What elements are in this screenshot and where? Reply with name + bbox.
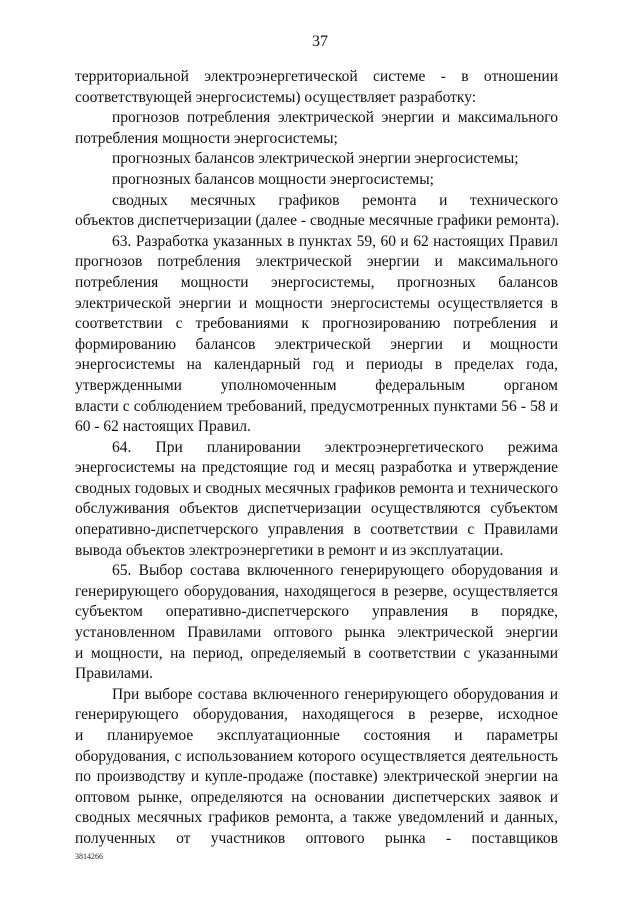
text-line: 60 - 62 настоящих Правил. <box>75 418 251 436</box>
text-line: полученных от участников оптового рынка - поставщиков <box>75 829 558 847</box>
text-line: оперативно-диспетчерского управления в соответствии с Правилами <box>75 521 558 539</box>
text-line: соответствии с требованиями к прогнозированию потребления и <box>75 315 558 333</box>
text-line: оборудования, с использованием которого осуществляется деятельность <box>75 747 558 765</box>
text-line: энергосистемы на календарный год и периоды в пределах года, <box>75 356 558 374</box>
text-line: потребления мощности энергосистемы, прогнозных балансов <box>75 273 558 291</box>
text-line: электрической энергии и мощности энергосистемы осуществляется в <box>75 294 558 312</box>
text-line: сводных месячных графиков ремонта, а также уведомлений и данных, <box>75 809 558 827</box>
text-line: утвержденными уполномоченным федеральным органом <box>75 376 558 394</box>
text-line: потребления мощности энергосистемы; <box>75 129 338 147</box>
text-line: энергосистемы на предстоящие год и месяц разработка и утверждение <box>75 459 558 477</box>
text-line: прогнозных балансов электрической энергии энергосистемы; <box>112 150 519 168</box>
text-line: вывода объектов электроэнергетики в ремонт и из эксплуатации. <box>75 541 504 559</box>
text-line: сводных годовых и сводных месячных графиков ремонта и технического <box>75 479 558 497</box>
text-line: власти с соблюдением требований, предусмотренных пунктами 56 - 58 и <box>75 397 558 415</box>
text-line: оптовом рынке, определяются на основании диспетчерских заявок и <box>75 788 558 806</box>
text-line: и планируемое эксплуатационные состояния и параметры <box>75 727 558 744</box>
text-line: и мощности, на период, определяемый в соответствии с указанными <box>75 644 558 662</box>
text-line: При выборе состава включенного генерирующего оборудования и <box>112 685 558 703</box>
text-line: прогнозов потребления электрической энергии и максимального <box>112 109 558 127</box>
text-line: установленном Правилами оптового рынка электрической энергии <box>75 624 558 642</box>
text-line: сводных месячных графиков ремонта и технического <box>112 191 558 209</box>
text-line: прогнозных балансов мощности энергосистемы; <box>112 170 434 188</box>
text-line: прогнозов потребления электрической энергии и максимального <box>75 253 558 271</box>
page-number: 37 <box>312 33 328 50</box>
document-code: 3814266 <box>75 852 103 861</box>
text-line: Правилами. <box>75 665 154 683</box>
text-line: генерирующего оборудования, находящегося в резерве, осуществляется <box>75 582 558 600</box>
text-line: формированию балансов электрической энергии и мощности <box>75 335 558 353</box>
text-line: субъектом оперативно-диспетчерского управления в порядке, <box>75 603 558 621</box>
text-line: обслуживания объектов диспетчеризации осуществляются субъектом <box>75 500 558 518</box>
document-body <box>75 67 558 850</box>
text-line: по производству и купле-продаже (поставке) электрической энергии на <box>75 768 558 786</box>
text-line: генерирующего оборудования, находящегося в резерве, исходное <box>75 706 558 724</box>
text-line: 65. Выбор состава включенного генерирующего оборудования и <box>112 562 558 580</box>
text-line: соответствующей энергосистемы) осуществляет разработку: <box>75 88 477 106</box>
text-line: объектов диспетчеризации (далее - сводные месячные графики ремонта). <box>75 212 560 230</box>
text-line: 63. Разработка указанных в пунктах 59, 60 и 62 настоящих Правил <box>112 232 558 250</box>
text-line: территориальной электроэнергетической системе - в отношении <box>75 68 558 85</box>
text-line: 64. При планировании электроэнергетического режима <box>112 438 558 456</box>
